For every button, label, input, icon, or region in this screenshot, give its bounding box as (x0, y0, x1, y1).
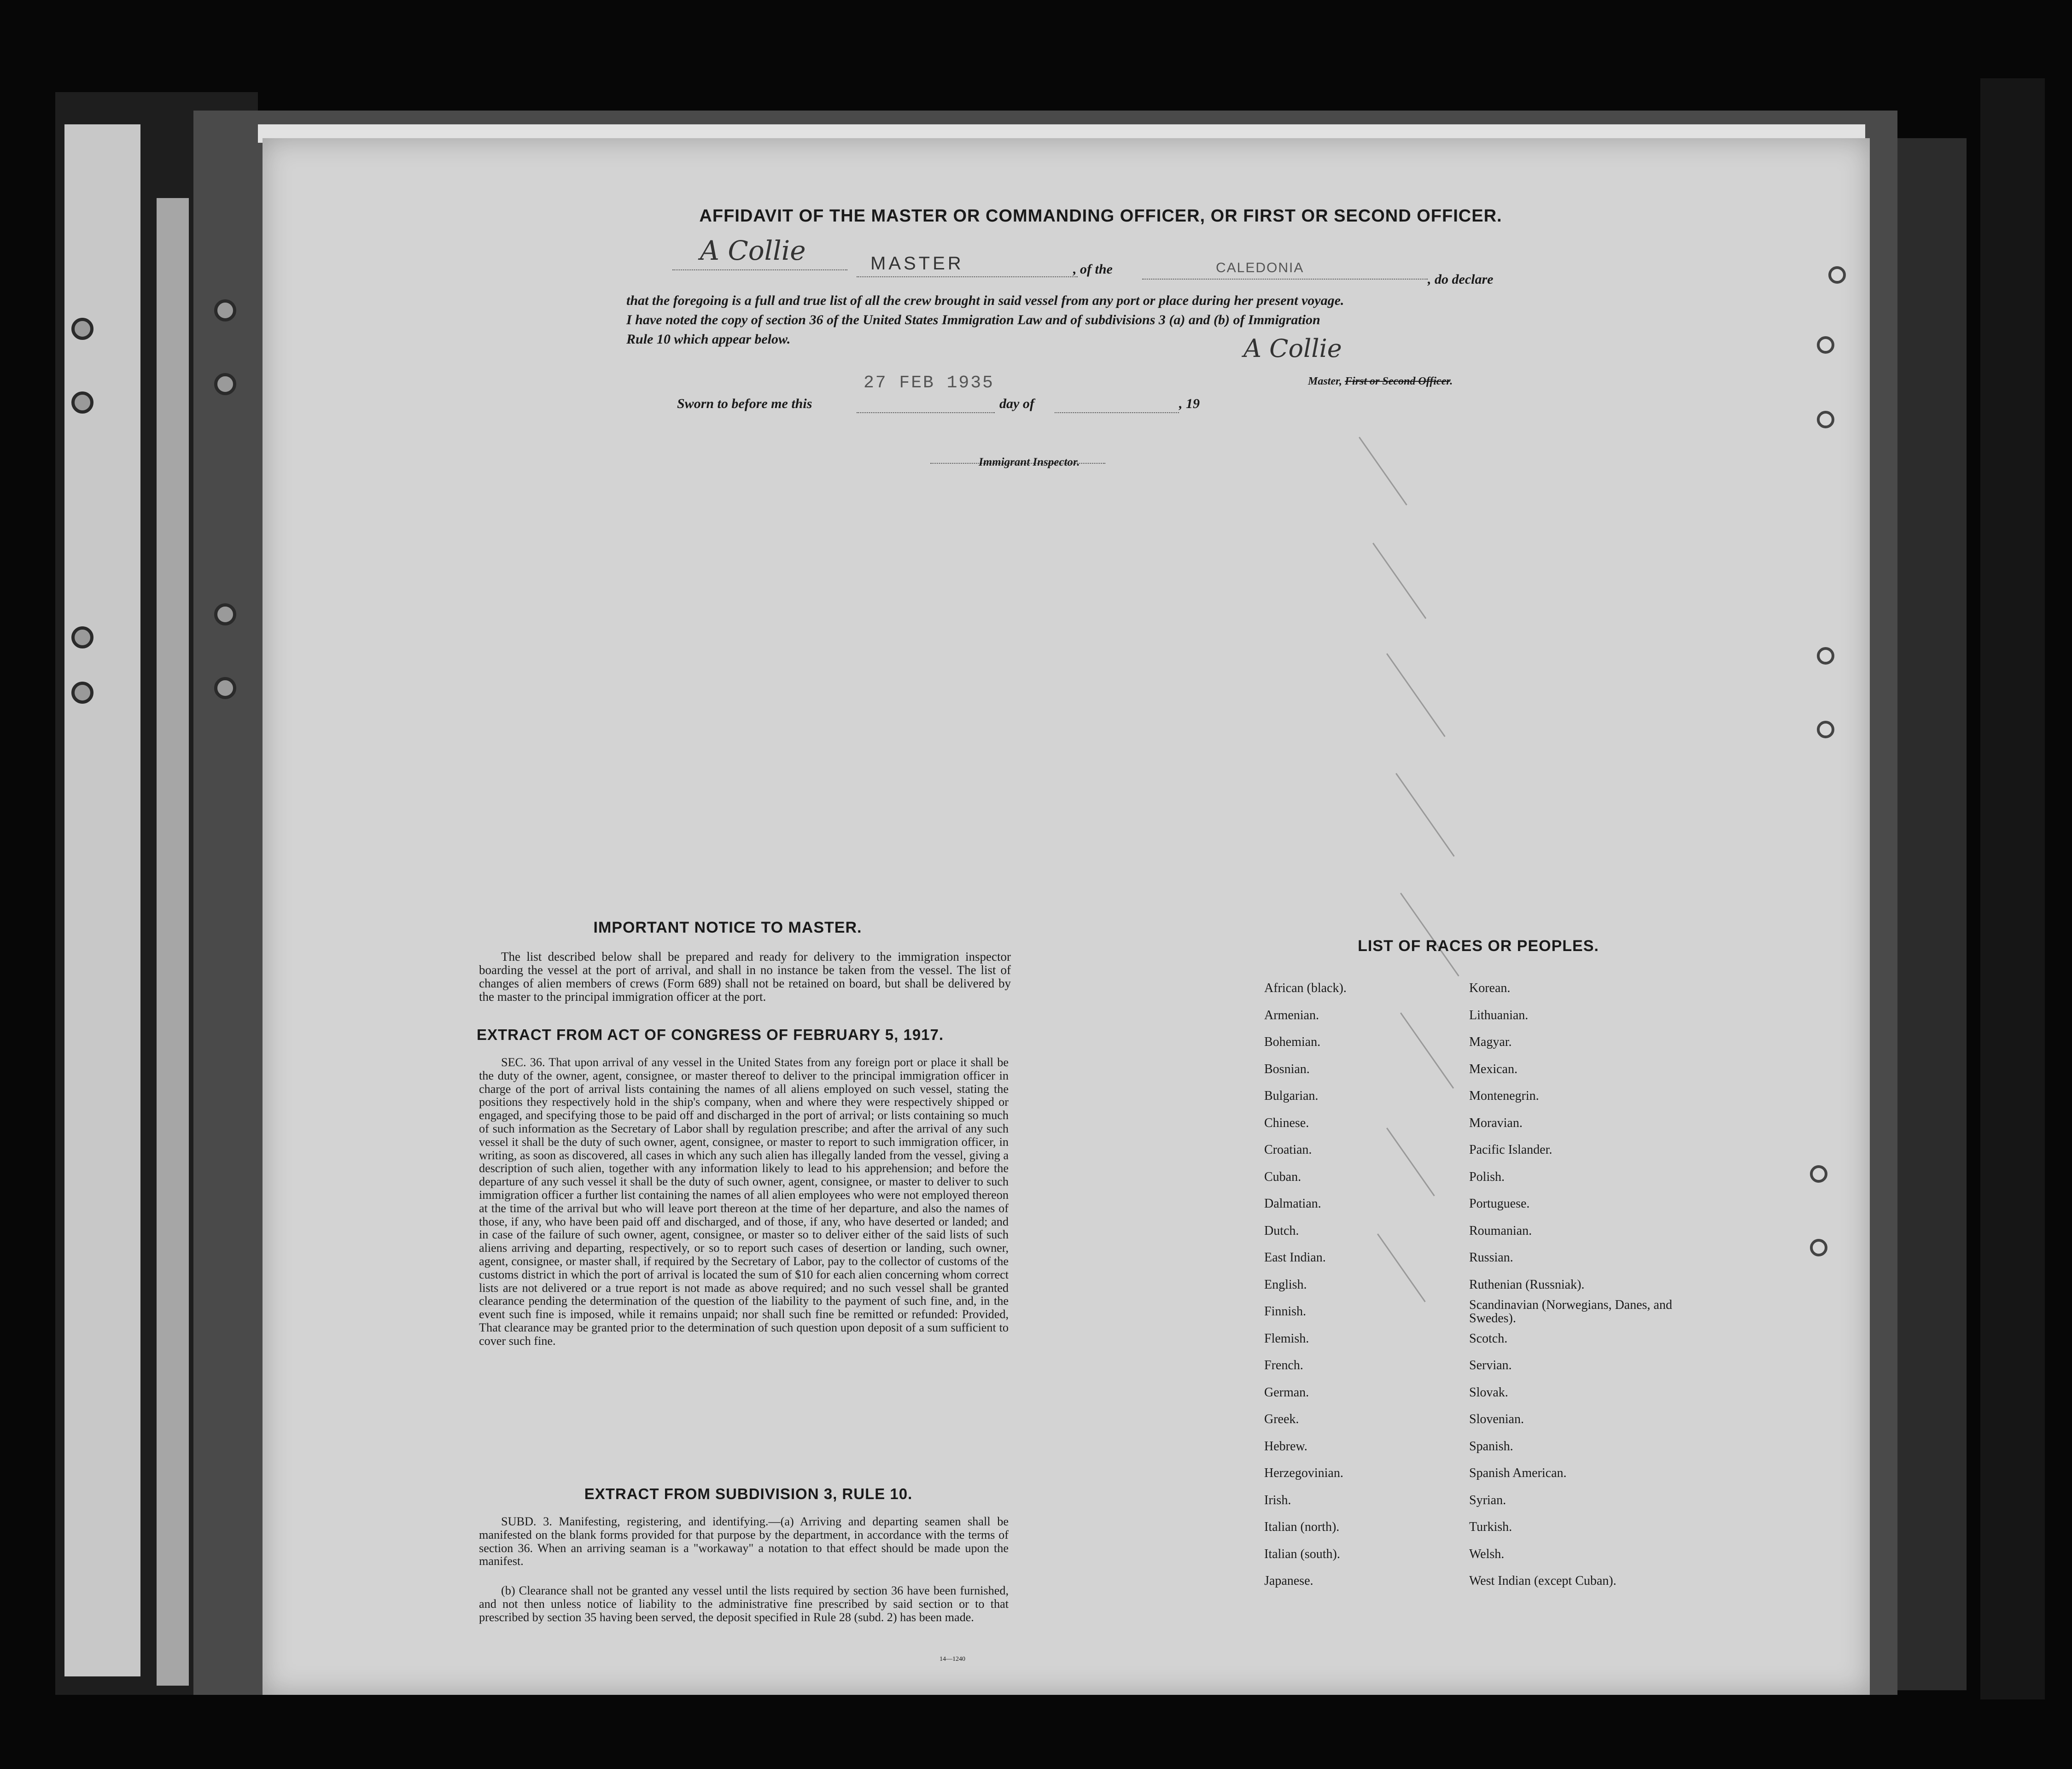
page-hole (1810, 1239, 1827, 1256)
master-signature: A Collie (1243, 334, 1342, 363)
race-item: Dutch. (1264, 1223, 1299, 1238)
race-item: Irish. (1264, 1493, 1291, 1507)
race-item: Turkish. (1469, 1520, 1512, 1534)
binder-hole (71, 318, 93, 340)
race-item: Cuban. (1264, 1169, 1302, 1184)
races-left-column (1264, 975, 1504, 1595)
page-hole (1817, 411, 1834, 428)
extract-rule-text-a: SUBD. 3. Manifesting, registering, and identifying.—(a) Arriving and departing seamen shall be manifested on the blank forms provided for that purpose by the department, in accordance with the terms of section 36. When an arriving seaman is a "workaway" a notation to that effect should be made upon the manifest. (479, 1515, 1009, 1568)
sworn-date-line (857, 412, 995, 413)
notice-title: IMPORTANT NOTICE TO MASTER. (593, 919, 862, 936)
races-right-column (1469, 975, 1709, 1595)
race-item: Moravian. (1469, 1115, 1523, 1130)
race-item: Ruthenian (Russniak). (1469, 1277, 1585, 1292)
race-item: Syrian. (1469, 1493, 1506, 1507)
race-item: Scandinavian (Norwegians, Danes, and Swedes). (1469, 1298, 1672, 1325)
binder-hole (71, 626, 93, 648)
page-hole (1828, 266, 1846, 284)
signature-caption-prefix: Master, (1308, 375, 1345, 387)
back-sheet-edge (157, 198, 189, 1686)
race-item: Bohemian. (1264, 1035, 1321, 1049)
sworn-text: Sworn to before me this (677, 396, 812, 411)
form-number: 14—1240 (940, 1656, 965, 1663)
page-hole (1810, 1165, 1827, 1183)
rank-line (857, 276, 1078, 277)
signature-top-line (672, 269, 847, 270)
of-the-text: , of the (1073, 262, 1113, 277)
binder-hole (214, 299, 236, 321)
signature-caption-suffix: . (1450, 375, 1453, 387)
binder-hole (214, 677, 236, 699)
vessel-line (1142, 279, 1428, 280)
rank-field: MASTER (870, 253, 964, 274)
signature-caption (1308, 375, 1453, 388)
do-declare-text: , do declare (1428, 272, 1494, 287)
bleed-through-area (378, 479, 1575, 940)
race-item: Chinese. (1264, 1115, 1309, 1130)
races-title: LIST OF RACES OR PEOPLES. (1358, 937, 1599, 955)
right-sheet-edge (1897, 138, 1967, 1690)
race-item: Herzegovinian. (1264, 1466, 1343, 1480)
race-item: Slovak. (1469, 1385, 1508, 1400)
race-item: Bosnian. (1264, 1062, 1310, 1076)
vessel-name: CALEDONIA (1216, 260, 1304, 275)
extract-rule-text-b: (b) Clearance shall not be granted any vessel until the lists required by section 36 have been furnished, and not then unless notice of liability to the administrative fine prescribed by said section or to that prescribed by section 35 having been served, the deposit specified in Rule 28 (subd. 2) has been made. (479, 1584, 1009, 1624)
race-item: Croatian. (1264, 1143, 1312, 1157)
year-text: , 19 (1179, 396, 1200, 411)
back-sheet-edge (64, 124, 140, 1676)
race-item: Russian. (1469, 1250, 1513, 1265)
race-item: Mexican. (1469, 1062, 1518, 1076)
race-item: Japanese. (1264, 1574, 1313, 1588)
race-item: Servian. (1469, 1358, 1512, 1372)
race-item: Spanish. (1469, 1439, 1513, 1454)
race-item: African (black). (1264, 981, 1347, 995)
binder-hole (214, 603, 236, 625)
binder-hole (214, 373, 236, 395)
race-item: Flemish. (1264, 1331, 1309, 1346)
binder-hole (71, 391, 93, 414)
race-item: Italian (north). (1264, 1520, 1340, 1534)
extract-act-title: EXTRACT FROM ACT OF CONGRESS OF FEBRUARY 5, 1917. (477, 1026, 944, 1043)
race-item: Italian (south). (1264, 1547, 1340, 1561)
race-item: Montenegrin. (1469, 1089, 1539, 1103)
binder-hole (71, 682, 93, 704)
day-of-text: day of (999, 396, 1034, 411)
affidavit-title: AFFIDAVIT OF THE MASTER OR COMMANDING OFFICER, OR FIRST OR SECOND OFFICER. (699, 206, 1502, 226)
race-item: Spanish American. (1469, 1466, 1567, 1480)
master-signature-top: A Collie (700, 235, 806, 266)
race-item: Polish. (1469, 1169, 1505, 1184)
page-hole (1817, 336, 1834, 354)
race-item: Lithuanian. (1469, 1008, 1529, 1022)
race-item: Pacific Islander. (1469, 1143, 1553, 1157)
binder-right (1980, 78, 2045, 1699)
race-item: Magyar. (1469, 1035, 1512, 1049)
declaration-line: that the foregoing is a full and true list of all the crew brought in said vessel from any port or place during her present voyage. (626, 293, 1344, 308)
race-item: Finnish. (1264, 1304, 1307, 1319)
extract-rule-title: EXTRACT FROM SUBDIVISION 3, RULE 10. (584, 1485, 913, 1502)
race-item: Dalmatian. (1264, 1197, 1321, 1211)
race-item: Korean. (1469, 981, 1511, 995)
notice-text: The list described below shall be prepared and ready for delivery to the immigration inspector boarding the vessel at the port of arrival, and shall in no instance be taken from the vessel. The list of changes of alien members of crews (Form 689) shall not be retained on board, but shall be delivered by the master to the principal immigration officer at the port. (479, 950, 1011, 1004)
signature-caption-struck: First or Second Officer (1345, 375, 1450, 387)
race-item: Portuguese. (1469, 1197, 1530, 1211)
declaration-line: Rule 10 which appear below. (626, 332, 791, 347)
race-item: German. (1264, 1385, 1309, 1400)
race-item: Slovenian. (1469, 1412, 1524, 1426)
page-hole (1817, 647, 1834, 665)
race-item: Armenian. (1264, 1008, 1319, 1022)
month-line (1055, 412, 1179, 413)
race-item: East Indian. (1264, 1250, 1326, 1265)
inspector-caption: Immigrant Inspector. (979, 456, 1080, 468)
extract-act-text: SEC. 36. That upon arrival of any vessel in the United States from any foreign port or place it shall be the duty of the owner, agent, consignee, or master thereof to deliver to the principal immigration officer in charge of the port of arrival lists containing the names of all aliens employed on such vessel, stating the positions they respectively hold in the ship's company, when and where they were respectively shipped or engaged, and specifying those to be paid off and discharged in the port of arrival; or lists containing so much of such information as the Secretary of Labor shall by regulation prescribe; and after the arrival of any such vessel it shall be the duty of such owner, agent, consignee, or master to report to such immigration officer, in writing, as soon as discovered, all cases in which any such alien has illegally landed from the vessel, giving a description of such alien, together with any information likely to lead to his apprehension; and before the departure of any such vessel it shall be the duty of such owner, agent, consignee, or master to deliver to such immigration officer a further list containing the names of all alien employees who were not employed thereon at the time of the arrival but who will leave port thereon at the time of her departure, and also the names of those, if any, who have been paid off and discharged, and of those, if any, who have deserted or landed; and in case of the failure of such owner, agent, consignee, or master so to deliver either of the said lists of such aliens arriving and departing, respectively, or so to report such cases of desertion or landing, such owner, agent, consignee, or master shall, if required by the Secretary of Labor, pay to the collector of customs of the customs district in which the port of arrival is located the sum of $10 for each alien concerning whom correct lists are not delivered or a true report is not made as above required; and no such vessel shall be granted clearance pending the determination of the question of the liability to the payment of such fine, and, in the event such fine is imposed, while it remains unpaid; nor shall such fine be remitted or refunded: Provided, That clearance may be granted prior to the determination of such question upon deposit of a sum sufficient to cover such fine. (479, 1056, 1009, 1348)
declaration-text (626, 291, 1524, 349)
race-item: French. (1264, 1358, 1303, 1372)
race-item: English. (1264, 1277, 1307, 1292)
race-item: West Indian (except Cuban). (1469, 1574, 1617, 1588)
sworn-date-stamp: 27 FEB 1935 (864, 373, 994, 393)
page-hole (1817, 721, 1834, 738)
race-item: Scotch. (1469, 1331, 1508, 1346)
race-item: Welsh. (1469, 1547, 1505, 1561)
race-item: Bulgarian. (1264, 1089, 1319, 1103)
race-item: Hebrew. (1264, 1439, 1307, 1454)
declaration-line: I have noted the copy of section 36 of the United States Immigration Law and of subdivisions 3 (a) and (b) of Immigration (626, 312, 1320, 327)
race-item: Greek. (1264, 1412, 1299, 1426)
race-item: Roumanian. (1469, 1223, 1532, 1238)
